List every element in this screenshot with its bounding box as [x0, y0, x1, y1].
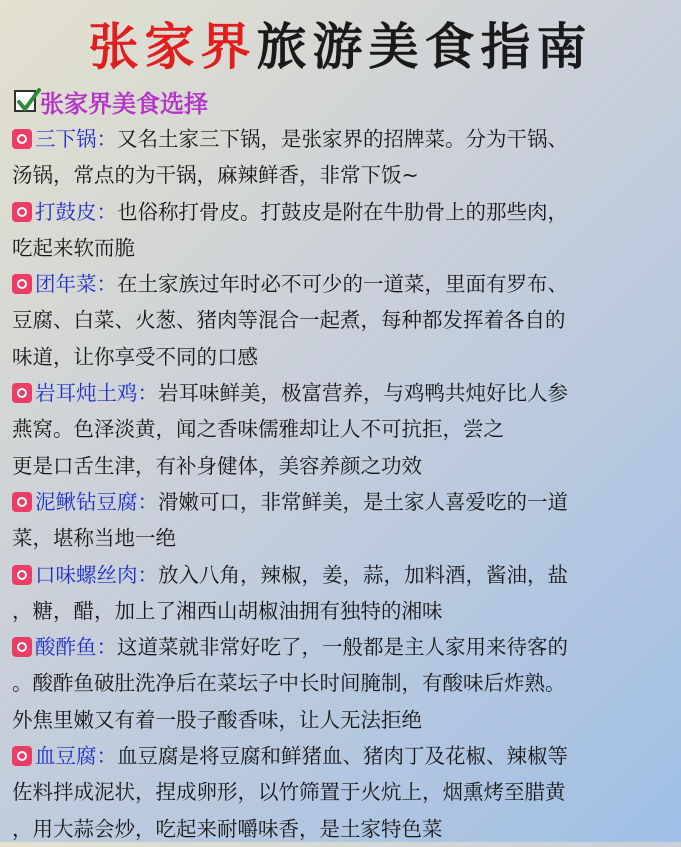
title-rest: 旅游美食指南	[256, 17, 593, 76]
food-item-line	[12, 302, 676, 338]
food-description: 汤锅，常点的为干锅，麻辣鲜香，非常下饭~	[12, 163, 419, 188]
food-item	[12, 629, 676, 738]
food-item	[12, 121, 676, 194]
food-description: 燕窝。色泽淡黄，闻之香味儒雅却让人不可抗拒，尝之	[12, 417, 504, 442]
food-item	[12, 557, 676, 630]
food-item-line	[12, 230, 676, 266]
bullet-icon	[12, 383, 32, 403]
food-item	[12, 738, 676, 847]
food-description: 佐料拌成泥状，捏成卵形，以竹筛置于火炕上，烟熏烤至腊黄	[12, 780, 566, 805]
checkbox-icon	[14, 90, 36, 112]
section-heading-text: 张家界美食选择	[40, 89, 208, 118]
bullet-icon	[12, 637, 32, 657]
page-title	[0, 6, 681, 80]
food-description: 岩耳味鲜美，极富营养，与鸡鸭共炖好比人参	[158, 381, 568, 406]
bullet-icon	[12, 746, 32, 766]
bullet-icon	[12, 492, 32, 512]
food-item	[12, 266, 676, 375]
food-item-line	[12, 157, 676, 193]
bullet-icon	[12, 274, 32, 294]
title-place: 张家界	[88, 17, 257, 76]
food-item-line	[12, 774, 676, 810]
food-description: 吃起来软而脆	[12, 235, 135, 260]
food-description: 味道，让你享受不同的口感	[12, 344, 258, 369]
food-item-line	[12, 520, 676, 556]
food-name: 打鼓皮：	[35, 199, 117, 224]
food-description: 这道菜就非常好吃了，一般都是主人家用来待客的	[117, 635, 568, 660]
food-name: 泥鳅钻豆腐：	[35, 489, 158, 514]
food-item-line	[12, 448, 676, 484]
food-name: 岩耳炖土鸡：	[35, 381, 158, 406]
food-description: ，糖，醋，加上了湘西山胡椒油拥有独特的湘味	[12, 598, 443, 623]
food-item-line	[12, 194, 676, 230]
bullet-icon	[12, 565, 32, 585]
food-description: 也俗称打骨皮。打鼓皮是附在牛肋骨上的那些肉，	[117, 199, 568, 224]
food-name: 三下锅：	[35, 127, 117, 151]
food-description: 又名土家三下锅，是张家界的招牌菜。分为干锅、	[117, 127, 568, 151]
bullet-icon	[12, 202, 32, 222]
food-name: 团年菜：	[35, 272, 117, 297]
bullet-icon	[12, 129, 32, 149]
food-item	[12, 194, 676, 267]
food-item-line	[12, 811, 676, 847]
food-item	[12, 375, 676, 484]
food-item-line	[12, 557, 676, 593]
food-name: 血豆腐：	[35, 744, 117, 769]
food-description: 血豆腐是将豆腐和鲜猪血、猪肉丁及花椒、辣椒等	[117, 744, 568, 769]
food-name: 酸酢鱼：	[35, 635, 117, 660]
food-description: 放入八角，辣椒，姜，蒜，加料酒，酱油，盐	[158, 562, 568, 587]
food-item-line	[12, 738, 676, 774]
food-description: 。酸酢鱼破肚洗净后在菜坛子中长时间腌制，有酸味后炸熟。	[12, 671, 566, 696]
food-item-line	[12, 339, 676, 375]
food-description: 更是口舌生津，有补身健体，美容养颜之功效	[12, 453, 422, 478]
food-item	[12, 484, 676, 557]
food-description: 在土家族过年时必不可少的一道菜，里面有罗布、	[117, 272, 568, 297]
food-description: 滑嫩可口，非常鲜美，是土家人喜爱吃的一道	[158, 489, 568, 514]
food-item-line	[12, 593, 676, 629]
food-name: 口味螺丝肉：	[35, 562, 158, 587]
food-description: 菜，堪称当地一绝	[12, 526, 176, 551]
food-description: 外焦里嫩又有着一股子酸香味，让人无法拒绝	[12, 707, 422, 732]
food-item-line	[12, 121, 676, 157]
food-description: ，用大蒜会炒，吃起来耐嚼味香，是土家特色菜	[12, 816, 443, 841]
food-item-line	[12, 411, 676, 447]
food-item-line	[12, 266, 676, 302]
food-item-line	[12, 629, 676, 665]
food-list	[12, 121, 676, 847]
food-description: 豆腐、白菜、火葱、猪肉等混合一起煮，每种都发挥着各自的	[12, 308, 566, 333]
food-item-line	[12, 375, 676, 411]
food-item-line	[12, 665, 676, 701]
food-item-line	[12, 702, 676, 738]
food-item-line	[12, 484, 676, 520]
section-heading	[14, 84, 208, 118]
